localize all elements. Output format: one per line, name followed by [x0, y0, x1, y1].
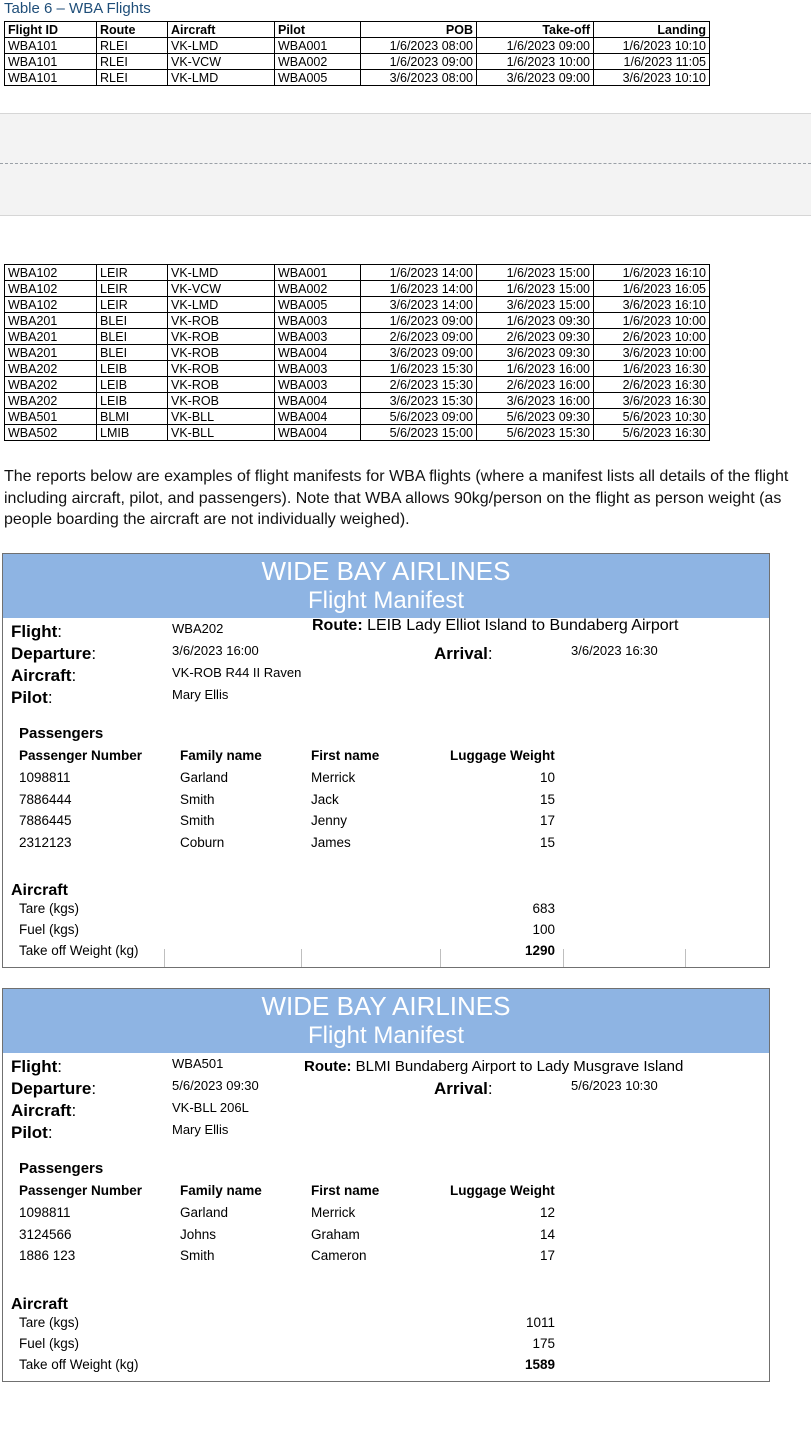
- table-cell: WBA004: [275, 345, 361, 361]
- flight-value: WBA501: [172, 1056, 224, 1071]
- flight-manifest-2: [2, 988, 770, 1382]
- flight-label: Flight:: [11, 1057, 62, 1076]
- first-name: Jack: [311, 791, 339, 807]
- table-cell: 5/6/2023 10:30: [594, 409, 710, 425]
- departure-value: 5/6/2023 09:30: [172, 1078, 259, 1093]
- manifest-grid-lines: [3, 949, 769, 967]
- flight-manifest-1: [2, 553, 770, 968]
- passenger-number: 3124566: [19, 1226, 72, 1242]
- table-cell: WBA004: [275, 425, 361, 441]
- tare-value: 1011: [525, 1315, 555, 1330]
- header-pob: POB: [361, 22, 477, 38]
- col-family-name: Family name: [180, 1183, 262, 1198]
- table-cell: 3/6/2023 09:30: [477, 345, 594, 361]
- tare-value: 683: [532, 901, 555, 916]
- table-cell: WBA005: [275, 297, 361, 313]
- table-row: [5, 329, 710, 345]
- table-cell: VK-VCW: [168, 281, 275, 297]
- table-cell: 1/6/2023 15:30: [361, 361, 477, 377]
- table-row: [5, 313, 710, 329]
- col-family-name: Family name: [180, 748, 262, 763]
- header-landing: Landing: [594, 22, 710, 38]
- passenger-number: 1098811: [19, 770, 71, 785]
- luggage-weight: 14: [539, 1226, 555, 1242]
- aircraft-label: Aircraft:: [11, 1101, 77, 1120]
- table-cell: BLMI: [97, 409, 168, 425]
- family-name: Garland: [180, 1205, 229, 1220]
- table-cell: RLEI: [97, 54, 168, 70]
- table-cell: 1/6/2023 15:00: [477, 265, 594, 281]
- table-cell: 1/6/2023 10:00: [477, 54, 594, 70]
- first-name: Merrick: [311, 770, 356, 785]
- family-name: Smith: [180, 791, 215, 807]
- table-cell: WBA004: [275, 393, 361, 409]
- aircraft-value: VK-ROB R44 II Raven: [172, 665, 302, 680]
- table-cell: BLEI: [97, 313, 168, 329]
- family-name: Garland: [180, 770, 229, 785]
- table-cell: LEIR: [97, 281, 168, 297]
- table-cell: VK-ROB: [168, 313, 275, 329]
- aircraft-section-title: Aircraft: [11, 1296, 68, 1313]
- table-cell: 5/6/2023 09:00: [361, 409, 477, 425]
- table-cell: WBA201: [5, 313, 97, 329]
- departure-label: Departure:: [11, 1079, 97, 1098]
- table-cell: 5/6/2023 15:30: [477, 425, 594, 441]
- luggage-weight: 12: [539, 1205, 555, 1220]
- table-cell: 2/6/2023 16:00: [477, 377, 594, 393]
- table-cell: VK-ROB: [168, 393, 275, 409]
- fuel-value: 100: [532, 922, 555, 937]
- first-name: Jenny: [311, 813, 348, 829]
- flight-label: Flight:: [11, 622, 62, 641]
- manifest-intro-paragraph: The reports below are examples of flight manifests for WBA flights (where a manifest lists all details of the flight including aircraft, pilot, and passengers). Note that WBA allows 90kg/person on the flight as person weight (as people boarding the aircraft are not individually weighed).: [4, 468, 789, 528]
- airline-name: WIDE BAY AIRLINES: [261, 991, 511, 1021]
- family-name: Johns: [180, 1226, 217, 1242]
- table-cell: 1/6/2023 16:10: [594, 265, 710, 281]
- table-cell: 3/6/2023 16:30: [594, 393, 710, 409]
- header-route: Route: [97, 22, 168, 38]
- table-cell: 2/6/2023 09:00: [361, 329, 477, 345]
- route-field: Route: BLMI Bundaberg Airport to Lady Musgrave Island: [304, 1058, 684, 1075]
- table-cell: WBA501: [5, 409, 97, 425]
- passengers-section-title: Passengers: [19, 725, 104, 742]
- table-cell: VK-ROB: [168, 361, 275, 377]
- table-cell: WBA004: [275, 409, 361, 425]
- table-cell: VK-LMD: [168, 38, 275, 54]
- pilot-value: Mary Ellis: [172, 687, 229, 702]
- table-cell: 1/6/2023 14:00: [361, 281, 477, 297]
- table-cell: 2/6/2023 15:30: [361, 377, 477, 393]
- table-cell: VK-LMD: [168, 297, 275, 313]
- col-passenger-number: Passenger Number: [19, 1183, 143, 1198]
- table-cell: WBA001: [275, 265, 361, 281]
- luggage-weight: 15: [539, 835, 555, 851]
- family-name: Coburn: [180, 835, 225, 851]
- table-row: [5, 281, 710, 297]
- tare-label: Tare (kgs): [19, 1315, 80, 1330]
- arrival-label: Arrival:: [434, 1079, 493, 1098]
- table-cell: 2/6/2023 16:30: [594, 377, 710, 393]
- table-row: [5, 409, 710, 425]
- header-pilot: Pilot: [275, 22, 361, 38]
- table-row: [5, 377, 710, 393]
- table-cell: 1/6/2023 10:10: [594, 38, 710, 54]
- table-cell: 5/6/2023 16:30: [594, 425, 710, 441]
- table-row: [5, 70, 710, 86]
- table-cell: LEIB: [97, 377, 168, 393]
- table-cell: 5/6/2023 15:00: [361, 425, 477, 441]
- table-cell: WBA202: [5, 393, 97, 409]
- table-cell: 3/6/2023 15:30: [361, 393, 477, 409]
- table-cell: 3/6/2023 15:00: [477, 297, 594, 313]
- page-break-band: [0, 113, 811, 216]
- table-cell: WBA102: [5, 281, 97, 297]
- first-name: Graham: [311, 1226, 360, 1242]
- table-cell: VK-ROB: [168, 345, 275, 361]
- table-cell: WBA201: [5, 329, 97, 345]
- table-cell: WBA003: [275, 313, 361, 329]
- table-cell: BLEI: [97, 345, 168, 361]
- table-cell: VK-ROB: [168, 377, 275, 393]
- flights-table-part2: [4, 264, 710, 441]
- take-off-weight-label: Take off Weight (kg): [19, 943, 139, 958]
- fuel-label: Fuel (kgs): [19, 1336, 80, 1351]
- table-cell: 1/6/2023 09:00: [361, 313, 477, 329]
- table-cell: 1/6/2023 11:05: [594, 54, 710, 70]
- table-cell: WBA202: [5, 377, 97, 393]
- manifest-header: [3, 989, 769, 1053]
- table-cell: WBA102: [5, 265, 97, 281]
- table-cell: 3/6/2023 16:10: [594, 297, 710, 313]
- aircraft-label: Aircraft:: [11, 666, 77, 685]
- family-name: Smith: [180, 813, 215, 829]
- table-row: [5, 425, 710, 441]
- table-cell: WBA201: [5, 345, 97, 361]
- luggage-weight: 10: [539, 770, 555, 785]
- passengers-section-title: Passengers: [19, 1160, 104, 1177]
- table-caption: Table 6 – WBA Flights: [4, 0, 151, 17]
- table-cell: WBA202: [5, 361, 97, 377]
- table-cell: 1/6/2023 09:00: [477, 38, 594, 54]
- table-cell: WBA003: [275, 377, 361, 393]
- table-cell: VK-BLL: [168, 425, 275, 441]
- table-cell: 1/6/2023 10:00: [594, 313, 710, 329]
- arrival-label: Arrival:: [434, 644, 493, 663]
- table-cell: 1/6/2023 16:05: [594, 281, 710, 297]
- aircraft-section-title: Aircraft: [11, 882, 68, 899]
- route-field: Route: LEIB Lady Elliot Island to Bundaberg Airport: [312, 617, 679, 634]
- table-row: [5, 297, 710, 313]
- pilot-label: Pilot:: [11, 1123, 53, 1142]
- pilot-value: Mary Ellis: [172, 1122, 229, 1137]
- table-cell: VK-ROB: [168, 329, 275, 345]
- take-off-weight-label: Take off Weight (kg): [19, 1357, 139, 1372]
- table-row: [5, 54, 710, 70]
- table-cell: LEIR: [97, 265, 168, 281]
- col-luggage-weight: Luggage Weight: [450, 748, 555, 763]
- passenger-number: 1098811: [19, 1205, 71, 1220]
- table-cell: VK-VCW: [168, 54, 275, 70]
- passenger-number: 7886445: [19, 813, 72, 829]
- family-name: Smith: [180, 1248, 215, 1264]
- table-cell: WBA101: [5, 54, 97, 70]
- table-row: [5, 265, 710, 281]
- luggage-weight: 17: [539, 813, 555, 829]
- table-cell: 5/6/2023 09:30: [477, 409, 594, 425]
- aircraft-value: VK-BLL 206L: [172, 1100, 249, 1115]
- passenger-number: 1886 123: [19, 1248, 76, 1264]
- first-name: Cameron: [311, 1248, 367, 1264]
- fuel-label: Fuel (kgs): [19, 922, 80, 937]
- table-cell: 1/6/2023 16:00: [477, 361, 594, 377]
- col-first-name: First name: [311, 748, 380, 763]
- table-cell: 1/6/2023 15:00: [477, 281, 594, 297]
- col-luggage-weight: Luggage Weight: [450, 1183, 555, 1198]
- manifest-title: Flight Manifest: [307, 1022, 465, 1049]
- table-cell: 1/6/2023 08:00: [361, 38, 477, 54]
- luggage-weight: 17: [539, 1248, 555, 1264]
- manifest-header: [3, 554, 769, 618]
- table-cell: 3/6/2023 08:00: [361, 70, 477, 86]
- table-row: [5, 345, 710, 361]
- first-name: Merrick: [311, 1205, 356, 1220]
- table-cell: 3/6/2023 16:00: [477, 393, 594, 409]
- col-passenger-number: Passenger Number: [19, 748, 143, 763]
- first-name: James: [311, 835, 351, 851]
- col-first-name: First name: [311, 1183, 380, 1198]
- departure-label: Departure:: [11, 644, 97, 663]
- fuel-value: 175: [532, 1336, 555, 1351]
- table-cell: WBA002: [275, 54, 361, 70]
- table-cell: LEIB: [97, 393, 168, 409]
- table-cell: VK-LMD: [168, 70, 275, 86]
- table-cell: VK-BLL: [168, 409, 275, 425]
- table-row: [5, 393, 710, 409]
- table-cell: 1/6/2023 16:30: [594, 361, 710, 377]
- manifest-title: Flight Manifest: [307, 587, 465, 614]
- table-cell: WBA001: [275, 38, 361, 54]
- table-cell: 1/6/2023 14:00: [361, 265, 477, 281]
- table-row: [5, 38, 710, 54]
- pilot-label: Pilot:: [11, 688, 53, 707]
- table-cell: WBA101: [5, 38, 97, 54]
- table-cell: WBA005: [275, 70, 361, 86]
- table-cell: 3/6/2023 10:10: [594, 70, 710, 86]
- table-cell: 3/6/2023 09:00: [477, 70, 594, 86]
- arrival-value: 3/6/2023 16:30: [571, 643, 658, 658]
- table-cell: WBA102: [5, 297, 97, 313]
- flight-value: WBA202: [172, 621, 224, 636]
- airline-name: WIDE BAY AIRLINES: [261, 556, 511, 586]
- table-cell: WBA003: [275, 329, 361, 345]
- table-cell: 2/6/2023 09:30: [477, 329, 594, 345]
- table-cell: 1/6/2023 09:30: [477, 313, 594, 329]
- flights-table-part1: [4, 21, 710, 86]
- table-cell: 3/6/2023 09:00: [361, 345, 477, 361]
- table-cell: RLEI: [97, 70, 168, 86]
- passenger-number: 7886444: [19, 791, 72, 807]
- arrival-value: 5/6/2023 10:30: [571, 1078, 658, 1093]
- table-cell: BLEI: [97, 329, 168, 345]
- table-cell: 3/6/2023 14:00: [361, 297, 477, 313]
- table-cell: VK-LMD: [168, 265, 275, 281]
- table-cell: LEIR: [97, 297, 168, 313]
- header-aircraft: Aircraft: [168, 22, 275, 38]
- tare-label: Tare (kgs): [19, 901, 80, 916]
- table-cell: RLEI: [97, 38, 168, 54]
- table-cell: WBA002: [275, 281, 361, 297]
- table-cell: WBA003: [275, 361, 361, 377]
- table-cell: 1/6/2023 09:00: [361, 54, 477, 70]
- header-flight-id: Flight ID: [5, 22, 97, 38]
- table-cell: 2/6/2023 10:00: [594, 329, 710, 345]
- table-cell: WBA502: [5, 425, 97, 441]
- take-off-weight-value: 1290: [524, 943, 555, 958]
- table-header-row: [5, 22, 710, 38]
- table-cell: WBA101: [5, 70, 97, 86]
- page-break-dashed-line: [0, 163, 811, 164]
- table-row: [5, 361, 710, 377]
- table-cell: LMIB: [97, 425, 168, 441]
- table-cell: LEIB: [97, 361, 168, 377]
- header-take-off: Take-off: [477, 22, 594, 38]
- departure-value: 3/6/2023 16:00: [172, 643, 259, 658]
- take-off-weight-value: 1589: [524, 1357, 555, 1372]
- passenger-number: 2312123: [19, 835, 72, 851]
- table-cell: 3/6/2023 10:00: [594, 345, 710, 361]
- luggage-weight: 15: [539, 791, 555, 807]
